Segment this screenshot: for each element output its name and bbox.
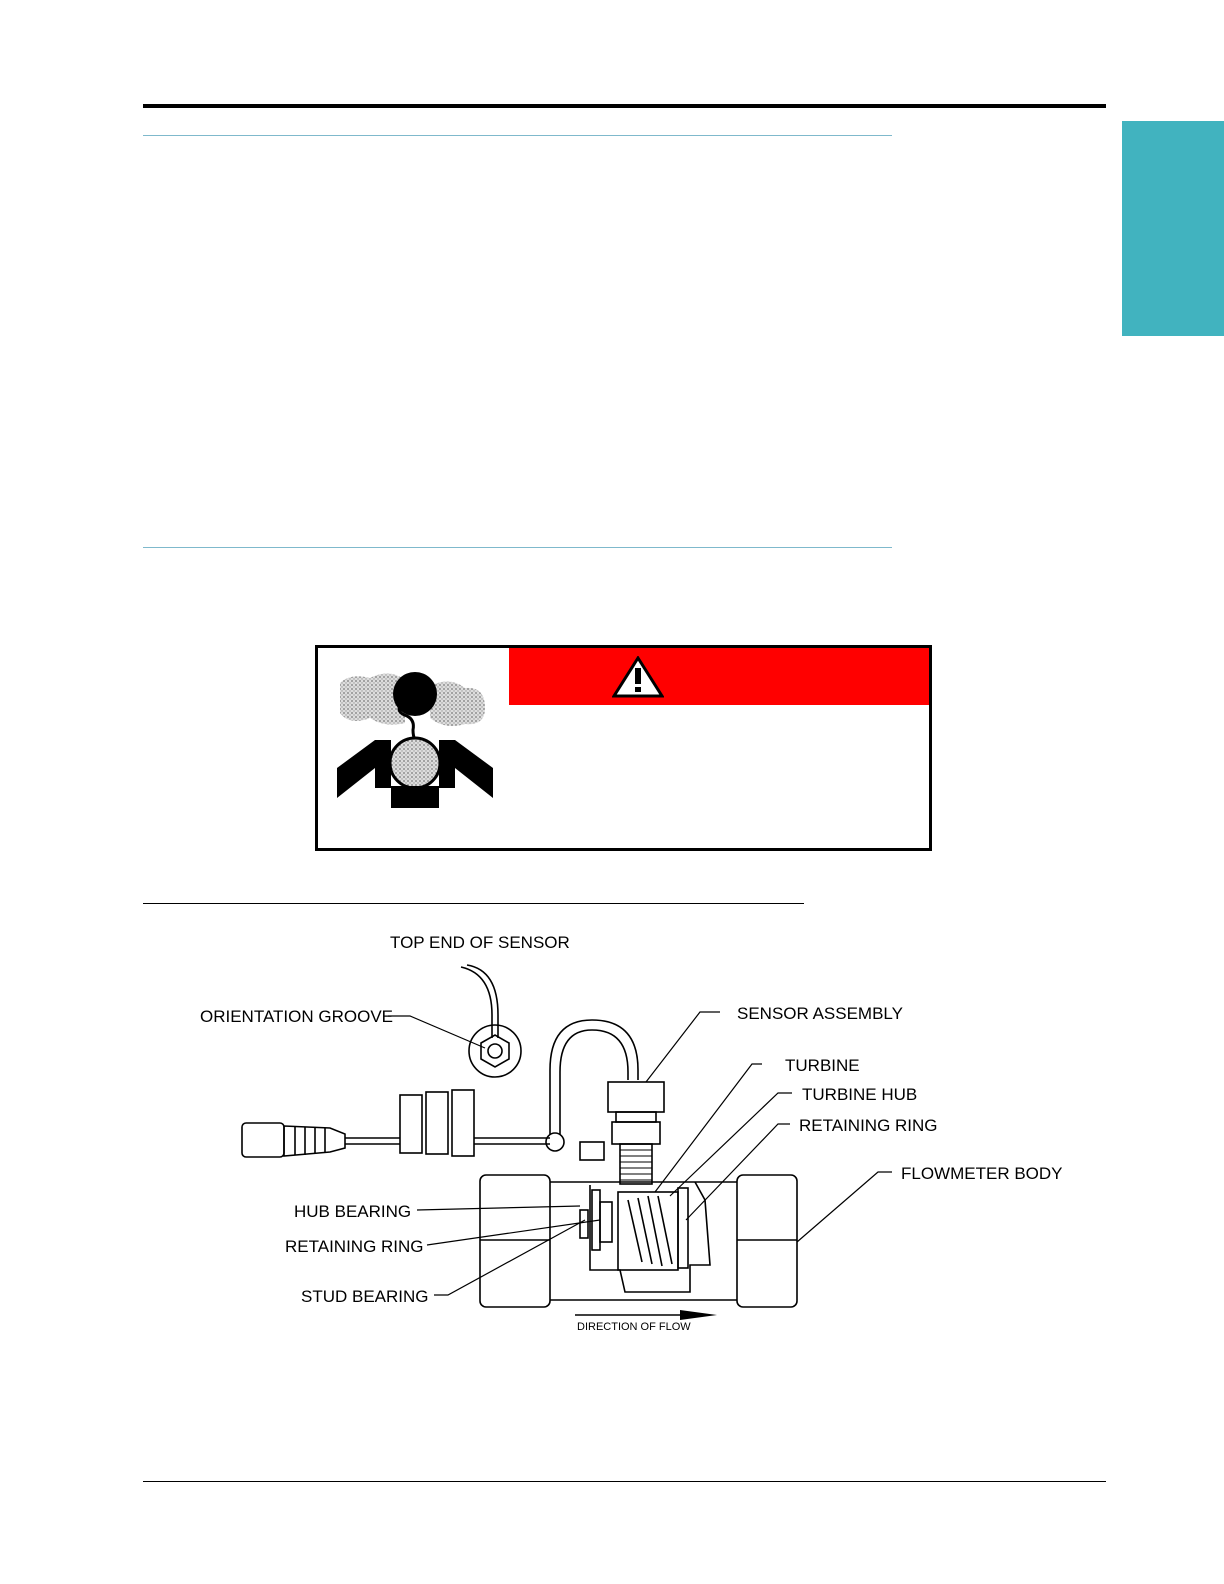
warning-signal-band: [509, 648, 929, 705]
footer-rule: [143, 1481, 1106, 1482]
label-top-end-of-sensor: TOP END OF SENSOR: [390, 933, 570, 952]
label-turbine-hub: TURBINE HUB: [802, 1085, 918, 1104]
chapter-side-tab: [1122, 121, 1224, 336]
label-direction-of-flow: DIRECTION OF FLOW: [577, 1321, 691, 1333]
label-turbine: TURBINE: [785, 1056, 860, 1075]
label-sensor-assembly: SENSOR ASSEMBLY: [737, 1004, 903, 1023]
label-retaining-ring-right: RETAINING RING: [799, 1116, 938, 1135]
label-retaining-ring-left: RETAINING RING: [285, 1237, 424, 1256]
flowmeter-diagram: [180, 920, 1080, 1350]
toxic-inhalation-hazard-icon: [335, 668, 495, 813]
label-flowmeter-body: FLOWMETER BODY: [901, 1164, 1063, 1183]
label-orientation-groove: ORIENTATION GROOVE: [200, 1007, 393, 1026]
header-rule: [143, 104, 1106, 108]
label-stud-bearing: STUD BEARING: [301, 1287, 429, 1306]
figure-rule: [143, 903, 804, 904]
warning-triangle-icon: [612, 656, 664, 698]
section-rule-bottom: [143, 547, 892, 548]
section-rule-top: [143, 135, 892, 136]
label-hub-bearing: HUB BEARING: [294, 1202, 412, 1221]
